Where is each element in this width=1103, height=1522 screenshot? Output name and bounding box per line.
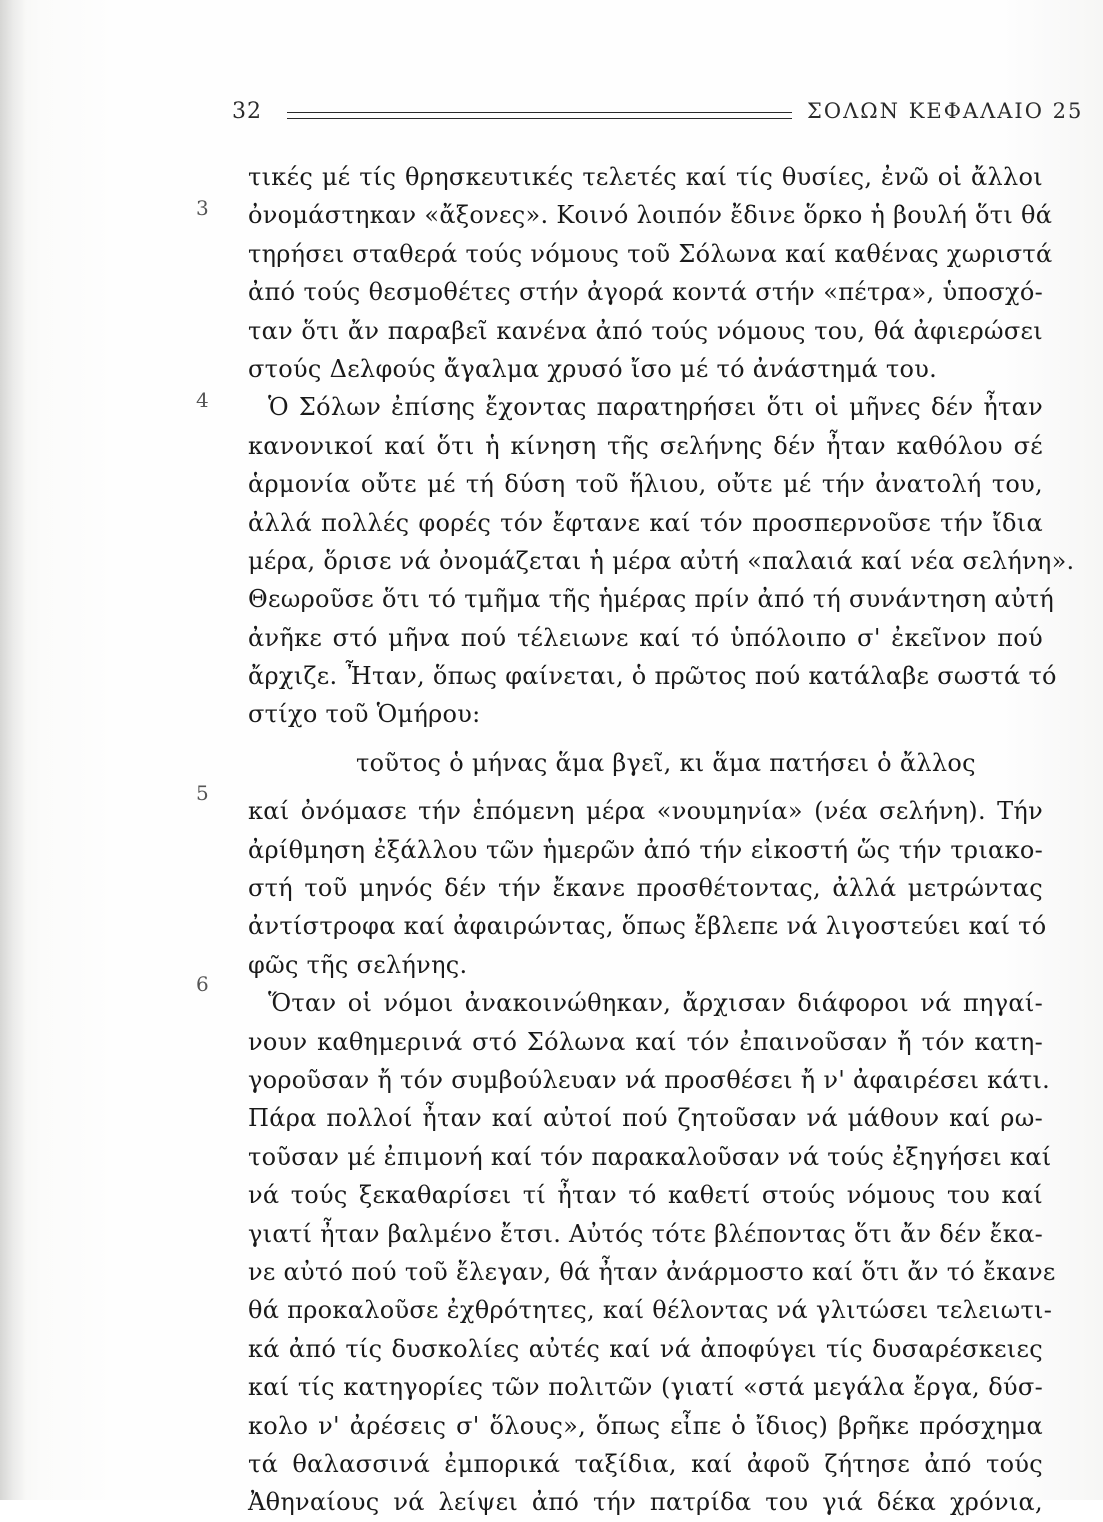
text-line: ἀλλά πολλές φορές τόν ἔφτανε καί τόν προσπερνοῦσε τήν ἴδια [248,508,1043,537]
text-line: γιατί ἦταν βαλμένο ἔτσι. Αὐτός τότε βλέποντας ὅτι ἄν δέν ἔκα- [248,1219,1044,1248]
text-line: Ὁ Σόλων ἐπίσης ἔχοντας παρατηρήσει ὅτι οἱ μῆνες δέν ἦταν [268,393,1043,422]
text-line: στίχο τοῦ Ὁμήρου: [248,700,481,729]
text-line: κανονικοί καί ὅτι ἡ κίνηση τῆς σελήνης δέν ἦταν καθόλου σέ [248,431,1043,460]
text-line: Θεωροῦσε ὅτι τό τμῆμα τῆς ἡμέρας πρίν ἀπό τή συνάντηση αὐτή [248,585,1055,614]
page-header [232,95,1082,135]
margin-paragraph-number: 5 [196,781,209,805]
text-line: καί τίς κατηγορίες τῶν πολιτῶν (γιατί «στά μεγάλα ἔργα, δύσ- [248,1373,1043,1402]
text-line: Πάρα πολλοί ἦταν καί αὐτοί πού ζητοῦσαν νά μάθουν καί ρω- [248,1104,1043,1133]
margin-paragraph-number: 4 [196,388,209,412]
text-line: ταν ὅτι ἄν παραβεῖ κανένα ἀπό τούς νόμους του, θά ἀφιερώσει [248,316,1043,345]
text-line: κολο ν' ἀρέσεις σ' ὅλους», ὅπως εἶπε ὁ ἴδιος) βρῆκε πρόσχημα [248,1411,1043,1440]
text-line: στούς Δελφούς ἄγαλμα χρυσό ἴσο μέ τό ἀνάστημά του. [248,354,938,383]
running-head: ΣΟΛΩΝ ΚΕΦΑΛΑΙΟ 25 [807,99,1084,123]
text-line: γοροῦσαν ἤ τόν συμβούλευαν νά προσθέσει ἤ ν' ἀφαιρέσει κάτι. [248,1065,1051,1094]
text-line: νουν καθημερινά στό Σόλωνα καί τόν ἐπαινοῦσαν ἤ τόν κατη- [248,1027,1043,1056]
text-line: φῶς τῆς σελήνης. [248,950,468,979]
text-line: νε αὐτό πού τοῦ ἔλεγαν, θά ἦταν ἀνάρμοστο καί ὅτι ἄν τό ἔκανε [248,1257,1056,1286]
page-number: 32 [232,99,262,124]
margin-paragraph-number: 6 [196,972,209,996]
verse-quotation: τοῦτος ὁ μήνας ἅμα βγεῖ, κι ἅμα πατήσει ὁ ἄλλος [356,748,976,777]
text-line: ἀρίθμηση ἐξάλλου τῶν ἡμερῶν ἀπό τήν εἰκοστή ὥς τήν τριακο- [248,835,1043,864]
text-line: Ὅταν οἱ νόμοι ἀνακοινώθηκαν, ἄρχισαν διάφοροι νά πηγαί- [268,989,1043,1018]
text-line: τοῦσαν μέ ἐπιμονή καί τόν παρακαλοῦσαν νά τούς ἐξηγήσει καί [248,1142,1052,1171]
text-line: τικές μέ τίς θρησκευτικές τελετές καί τίς θυσίες, ἐνῶ οἱ ἄλλοι [248,163,1043,191]
text-line: καί ὀνόμασε τήν ἑπόμενη μέρα «νουμηνία» (νέα σελήνη). Τήν [248,797,1043,826]
text-line: τά θαλασσινά ἐμπορικά ταξίδια, καί ἀφοῦ ζήτησε ἀπό τούς [248,1449,1043,1478]
header-double-rule [287,112,792,119]
text-line: ὀνομάστηκαν «ἄξονες». Κοινό λοιπόν ἔδινε ὅρκο ἡ βουλή ὅτι θά [248,201,1053,230]
body-text [248,158,1075,1522]
text-line: νά τούς ξεκαθαρίσει τί ἦταν τό καθετί στούς νόμους του καί [248,1181,1043,1210]
text-line: ἀπό τούς θεσμοθέτες στήν ἀγορά κοντά στήν «πέτρα», ὑποσχό- [248,278,1043,307]
text-line: θά προκαλοῦσε ἐχθρότητες, καί θέλοντας νά γλιτώσει τελειωτι- [248,1296,1053,1325]
text-line: τηρήσει σταθερά τούς νόμους τοῦ Σόλωνα καί καθένας χωριστά [248,239,1053,268]
text-line: κά ἀπό τίς δυσκολίες αὐτές καί νά ἀποφύγει τίς δυσαρέσκειες [248,1334,1043,1363]
text-line: Ἀθηναίους νά λείψει ἀπό τήν πατρίδα του γιά δέκα χρόνια, [248,1488,1043,1517]
text-line: ἀντίστροφα καί ἀφαιρώντας, ὅπως ἔβλεπε νά λιγοστεύει καί τό [248,912,1047,941]
page-gutter-shadow [0,0,26,1500]
text-line: ἀνῆκε στό μῆνα πού τέλειωνε καί τό ὑπόλοιπο σ' ἐκεῖνον πού [248,623,1043,652]
text-line: μέρα, ὅρισε νά ὀνομάζεται ἡ μέρα αὐτή «παλαιά καί νέα σελήνη». [248,546,1075,575]
text-line: ἁρμονία οὔτε μέ τή δύση τοῦ ἥλιου, οὔτε μέ τήν ἀνατολή του, [248,470,1043,499]
text-line: ἄρχιζε. Ἦταν, ὅπως φαίνεται, ὁ πρῶτος πού κατάλαβε σωστά τό [248,662,1057,691]
text-line: στή τοῦ μηνός δέν τήν ἔκανε προσθέτοντας, ἀλλά μετρώντας [248,874,1043,903]
margin-paragraph-number: 3 [196,196,209,220]
